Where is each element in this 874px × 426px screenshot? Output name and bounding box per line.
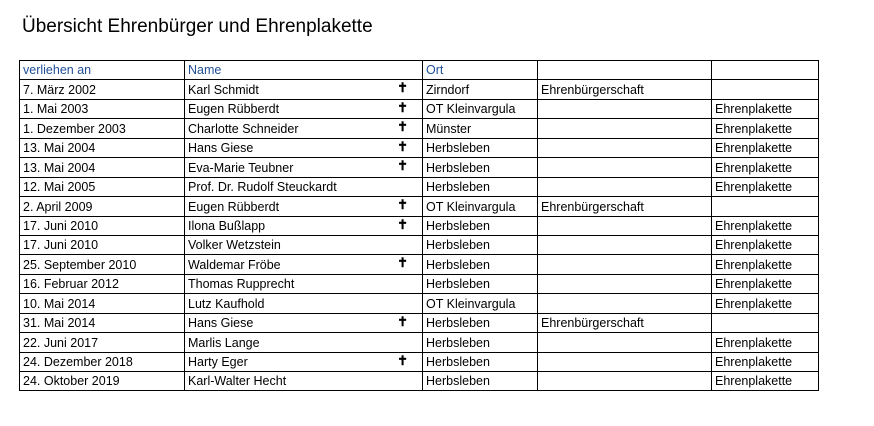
- cell-honor-citizenship: [538, 352, 712, 371]
- deceased-cross-icon: ✝: [397, 197, 408, 213]
- deceased-cross-icon: ✝: [397, 313, 408, 329]
- cell-place: Herbsleben: [423, 158, 538, 177]
- cell-place: Zirndorf: [423, 80, 538, 99]
- table-row: [20, 235, 819, 254]
- cell-honor-citizenship: [538, 255, 712, 274]
- person-name: Ilona Bußlapp: [188, 218, 266, 233]
- person-name: Hans Giese: [188, 141, 254, 156]
- cell-place: OT Kleinvargula: [423, 197, 538, 216]
- cell-honor-plaque: Ehrenplakette: [712, 294, 819, 313]
- cell-name: [185, 216, 423, 235]
- cell-date: 12. Mai 2005: [20, 177, 185, 196]
- deceased-cross-icon: ✝: [397, 216, 408, 232]
- header-date: verliehen an: [20, 61, 185, 80]
- table-row: [20, 80, 819, 99]
- cell-honor-plaque: Ehrenplakette: [712, 177, 819, 196]
- cell-name: [185, 119, 423, 138]
- table-row: [20, 119, 819, 138]
- header-name: Name: [185, 61, 423, 80]
- cell-place: Herbsleben: [423, 138, 538, 157]
- cell-place: Herbsleben: [423, 352, 538, 371]
- cell-date: 25. September 2010: [20, 255, 185, 274]
- cell-honor-plaque: Ehrenplakette: [712, 119, 819, 138]
- person-name: Hans Giese: [188, 316, 254, 331]
- cell-place: OT Kleinvargula: [423, 99, 538, 118]
- cell-place: Herbsleben: [423, 216, 538, 235]
- cell-honor-citizenship: [538, 333, 712, 352]
- cell-date: 22. Juni 2017: [20, 333, 185, 352]
- cell-honor-plaque: [712, 313, 819, 332]
- cell-name: [185, 372, 423, 391]
- person-name: Prof. Dr. Rudolf Steuckardt: [188, 180, 337, 195]
- person-name: Harty Eger: [188, 355, 248, 369]
- cell-honor-plaque: Ehrenplakette: [712, 333, 819, 352]
- cell-honor-citizenship: [538, 274, 712, 293]
- cell-name: [185, 255, 423, 274]
- cell-honor-plaque: [712, 80, 819, 99]
- cell-name: [185, 197, 423, 216]
- cell-honor-plaque: Ehrenplakette: [712, 255, 819, 274]
- cell-honor-plaque: Ehrenplakette: [712, 274, 819, 293]
- cell-place: Herbsleben: [423, 235, 538, 254]
- person-name: Eva-Marie Teubner: [188, 160, 294, 175]
- cell-honor-plaque: Ehrenplakette: [712, 235, 819, 254]
- table-row: [20, 99, 819, 118]
- cell-honor-citizenship: Ehrenbürgerschaft: [538, 197, 712, 216]
- table-row: [20, 216, 819, 235]
- cell-honor-citizenship: [538, 216, 712, 235]
- cell-date: 24. Dezember 2018: [20, 352, 185, 371]
- cell-name: [185, 99, 423, 118]
- cell-date: 16. Februar 2012: [20, 274, 185, 293]
- deceased-cross-icon: ✝: [397, 158, 408, 174]
- cell-date: 2. April 2009: [20, 197, 185, 216]
- deceased-cross-icon: ✝: [397, 255, 408, 271]
- cell-place: OT Kleinvargula: [423, 294, 538, 313]
- cell-place: Herbsleben: [423, 313, 538, 332]
- cell-date: 7. März 2002: [20, 80, 185, 99]
- table-row: [20, 197, 819, 216]
- deceased-cross-icon: ✝: [397, 138, 408, 154]
- cell-place: Herbsleben: [423, 333, 538, 352]
- person-name: Waldemar Fröbe: [188, 257, 281, 272]
- table-row: [20, 274, 819, 293]
- table-header-row: [20, 61, 819, 80]
- table-row: [20, 372, 819, 391]
- cell-name: [185, 235, 423, 254]
- table-row: [20, 333, 819, 352]
- table-row: [20, 158, 819, 177]
- cell-name: [185, 352, 423, 371]
- honors-table: [19, 60, 819, 391]
- person-name: Karl Schmidt: [188, 82, 259, 97]
- table-row: [20, 313, 819, 332]
- cell-honor-citizenship: [538, 99, 712, 118]
- cell-honor-plaque: Ehrenplakette: [712, 99, 819, 118]
- cell-honor-citizenship: [538, 158, 712, 177]
- deceased-cross-icon: ✝: [397, 352, 408, 368]
- cell-date: 10. Mai 2014: [20, 294, 185, 313]
- cell-name: [185, 158, 423, 177]
- cell-place: Herbsleben: [423, 372, 538, 391]
- cell-name: [185, 138, 423, 157]
- cell-name: [185, 80, 423, 99]
- header-place: Ort: [423, 61, 538, 80]
- person-name: Lutz Kaufhold: [188, 296, 265, 311]
- person-name: Volker Wetzstein: [188, 238, 281, 253]
- cell-date: 31. Mai 2014: [20, 313, 185, 332]
- deceased-cross-icon: ✝: [397, 119, 408, 135]
- cell-name: [185, 177, 423, 196]
- cell-honor-citizenship: [538, 177, 712, 196]
- cell-date: 17. Juni 2010: [20, 235, 185, 254]
- cell-name: [185, 274, 423, 293]
- cell-honor-citizenship: [538, 372, 712, 391]
- table-row: [20, 255, 819, 274]
- cell-honor-citizenship: [538, 294, 712, 313]
- cell-date: 13. Mai 2004: [20, 138, 185, 157]
- cell-name: [185, 294, 423, 313]
- person-name: Marlis Lange: [188, 335, 260, 350]
- cell-honor-citizenship: [538, 235, 712, 254]
- header-honor-plaque: [712, 61, 819, 80]
- cell-place: Herbsleben: [423, 177, 538, 196]
- cell-honor-plaque: Ehrenplakette: [712, 372, 819, 391]
- table-row: [20, 294, 819, 313]
- person-name: Karl-Walter Hecht: [188, 374, 287, 389]
- person-name: Eugen Rübberdt: [188, 102, 280, 117]
- cell-place: Herbsleben: [423, 274, 538, 293]
- page-title: Übersicht Ehrenbürger und Ehrenplakette: [22, 16, 373, 37]
- cell-honor-plaque: Ehrenplakette: [712, 216, 819, 235]
- person-name: Thomas Rupprecht: [188, 277, 295, 292]
- table-row: [20, 352, 819, 371]
- cell-place: Münster: [423, 119, 538, 138]
- cell-honor-citizenship: [538, 119, 712, 138]
- cell-name: [185, 313, 423, 332]
- cell-date: 17. Juni 2010: [20, 216, 185, 235]
- cell-date: 13. Mai 2004: [20, 158, 185, 177]
- person-name: Charlotte Schneider: [188, 121, 299, 136]
- table-row: [20, 177, 819, 196]
- header-honor-citizenship: [538, 61, 712, 80]
- cell-date: 1. Mai 2003: [20, 99, 185, 118]
- person-name: Eugen Rübberdt: [188, 199, 280, 214]
- deceased-cross-icon: ✝: [397, 80, 408, 96]
- cell-honor-plaque: Ehrenplakette: [712, 158, 819, 177]
- cell-honor-plaque: [712, 197, 819, 216]
- cell-date: 1. Dezember 2003: [20, 119, 185, 138]
- cell-honor-citizenship: [538, 138, 712, 157]
- deceased-cross-icon: ✝: [397, 99, 408, 115]
- cell-place: Herbsleben: [423, 255, 538, 274]
- cell-honor-citizenship: Ehrenbürgerschaft: [538, 313, 712, 332]
- table-row: [20, 138, 819, 157]
- cell-date: 24. Oktober 2019: [20, 372, 185, 391]
- cell-honor-citizenship: Ehrenbürgerschaft: [538, 80, 712, 99]
- cell-honor-plaque: Ehrenplakette: [712, 138, 819, 157]
- cell-honor-plaque: Ehrenplakette: [712, 352, 819, 371]
- cell-name: [185, 333, 423, 352]
